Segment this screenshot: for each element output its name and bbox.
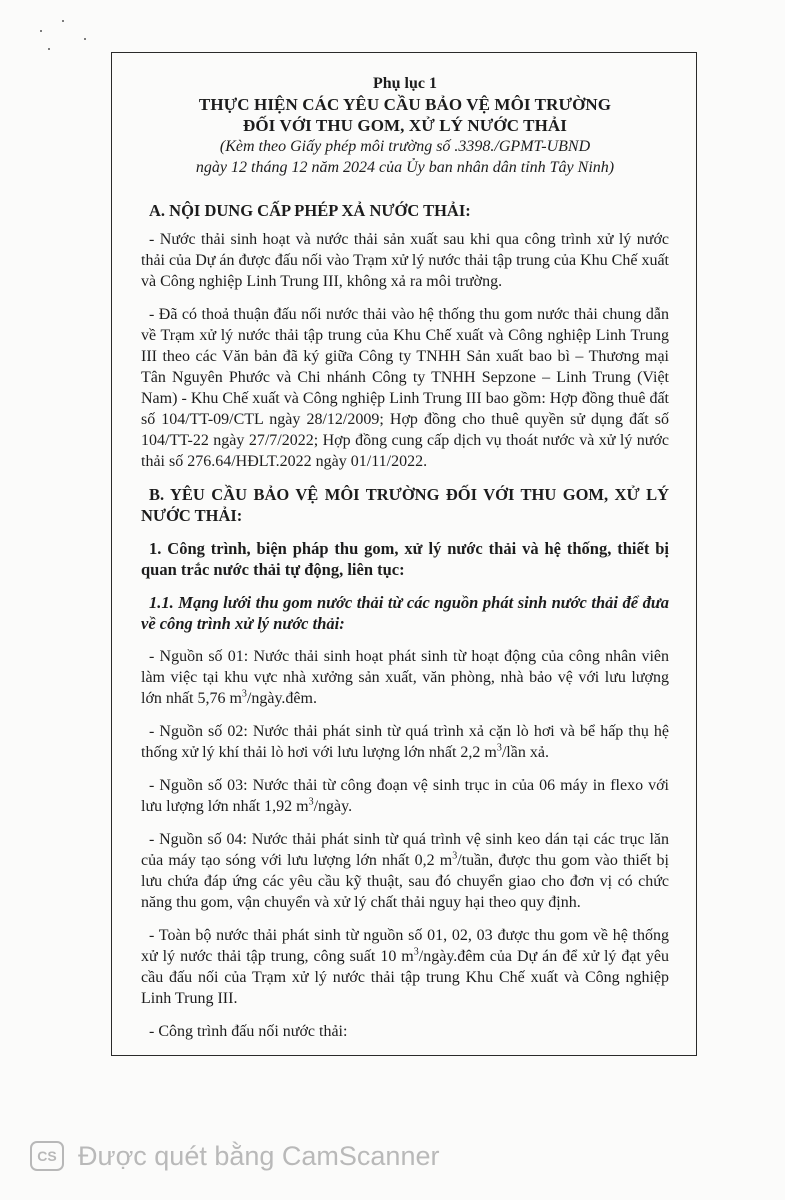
scan-speck xyxy=(84,38,86,40)
superscript: 3 xyxy=(413,946,419,958)
source-03-paragraph xyxy=(141,775,669,817)
appendix-label: Phụ lục 1 xyxy=(372,75,437,92)
superscript: 3 xyxy=(496,742,502,754)
scan-speck xyxy=(40,30,42,32)
superscript: 3 xyxy=(241,688,247,700)
camscanner-watermark xyxy=(30,1138,439,1174)
subtitle-line-2: ngày 12 tháng 12 năm 2024 của Ủy ban nhân dân tỉnh Tây Ninh) xyxy=(195,159,615,176)
superscript: 3 xyxy=(308,796,314,808)
source-01-unit: /ngày.đêm. xyxy=(246,690,317,707)
source-02-text: - Nguồn số 02: Nước thải phát sinh từ quá trình xả cặn lò hơi và bể hấp thụ hệ thống xử lý khí thải lò hơi với lưu lượng lớn nhất 2,2 m xyxy=(141,723,669,761)
source-02-unit: /lần xả. xyxy=(501,744,549,761)
source-03-unit: /ngày. xyxy=(313,798,353,815)
all-sources-paragraph xyxy=(141,925,669,1009)
section-a-paragraph-1: - Nước thải sinh hoạt và nước thải sản xuất sau khi qua công trình xử lý nước thải của Dự án được đấu nối vào Trạm xử lý nước thải tập trung của Khu Chế xuất và Công nghiệp Linh Trung III, không xả ra môi trường. xyxy=(141,231,669,290)
all-sources-text: - Toàn bộ nước thải phát sinh từ nguồn số 01, 02, 03 được thu gom về hệ thống xử lý nước thải tập trung, công suất 10 m xyxy=(141,927,669,965)
scan-speck xyxy=(62,20,64,22)
connection-paragraph: - Công trình đấu nối nước thải: xyxy=(149,1023,348,1040)
source-03-text: - Nguồn số 03: Nước thải từ công đoạn vệ sinh trục in của 06 máy in flexo với lưu lượng lớn nhất 1,92 m xyxy=(141,777,669,815)
source-02-paragraph xyxy=(141,721,669,763)
all-sources-tail: /ngày.đêm của Dự án để xử lý đạt yêu cầu đấu nối của Trạm xử lý nước thải tập trung Khu Chế xuất và Công nghiệp Linh Trung III. xyxy=(141,948,670,1007)
section-b-subheading-1-1: 1.1. Mạng lưới thu gom nước thải từ các nguồn phát sinh nước thải để đưa về công trình xử lý nước thải: xyxy=(141,593,669,633)
section-b-heading: B. YÊU CẦU BẢO VỆ MÔI TRƯỜNG ĐỐI VỚI THU GOM, XỬ LÝ NƯỚC THẢI: xyxy=(141,485,669,525)
source-04-unit: /tuần, được thu gom vào thiết bị lưu chứa đáp ứng các yêu cầu kỹ thuật, sau đó chuyển giao cho đơn vị có chức năng thu gom, vận chuyển và xử lý chất thải nguy hại theo quy định. xyxy=(141,852,669,911)
source-04-paragraph xyxy=(141,829,669,913)
source-04-text: - Nguồn số 04: Nước thải phát sinh từ quá trình vệ sinh keo dán tại các trục lăn của máy tạo sóng với lưu lượng lớn nhất 0,2 m xyxy=(141,831,669,869)
scan-speck xyxy=(48,48,50,50)
source-01-text: - Nguồn số 01: Nước thải sinh hoạt phát sinh từ hoạt động của công nhân viên làm việc tại khu vực nhà xưởng sản xuất, văn phòng, nhà bảo vệ với lưu lượng lớn nhất 5,76 m xyxy=(141,648,669,707)
camscanner-logo: CS xyxy=(30,1141,64,1171)
subtitle-line-1: (Kèm theo Giấy phép môi trường số .3398./GPMT-UBND xyxy=(219,138,591,155)
camscanner-text: Được quét bằng CamScanner xyxy=(78,1140,440,1171)
superscript: 3 xyxy=(452,850,458,862)
section-a-heading: A. NỘI DUNG CẤP PHÉP XẢ NƯỚC THẢI: xyxy=(149,201,471,220)
source-01-paragraph xyxy=(141,646,669,709)
document-body xyxy=(141,74,669,1042)
section-b-subheading-1: 1. Công trình, biện pháp thu gom, xử lý nước thải và hệ thống, thiết bị quan trắc nước thải tự động, liên tục: xyxy=(141,539,669,579)
title-line-2: ĐỐI VỚI THU GOM, XỬ LÝ NƯỚC THẢI xyxy=(242,116,568,135)
section-a-paragraph-2: - Đã có thoả thuận đấu nối nước thải vào hệ thống thu gom nước thải chung dẫn về Trạm xử lý nước thải tập trung của Khu Chế xuất và Công nghiệp Linh Trung III theo các Văn bản đã ký giữa Công ty TNHH Sản xuất bao bì – Thương mại Tân Nguyên Phước và Chi nhánh Công ty TNHH Sepzone – Linh Trung (Việt Nam) - Khu Chế xuất và Công nghiệp Linh Trung III bao gồm: Hợp đồng thuê đất số 104/TT-09/CTL ngày 28/12/2009; Hợp đồng cho thuê quyền sử dụng đất số 104/TT-22 ngày 27/7/2022; Hợp đồng cung cấp dịch vụ thoát nước và xử lý nước thải số 276.64/HĐLT.2022 ngày 01/11/2022. xyxy=(141,306,669,470)
title-line-1: THỰC HIỆN CÁC YÊU CẦU BẢO VỆ MÔI TRƯỜNG xyxy=(198,95,612,114)
